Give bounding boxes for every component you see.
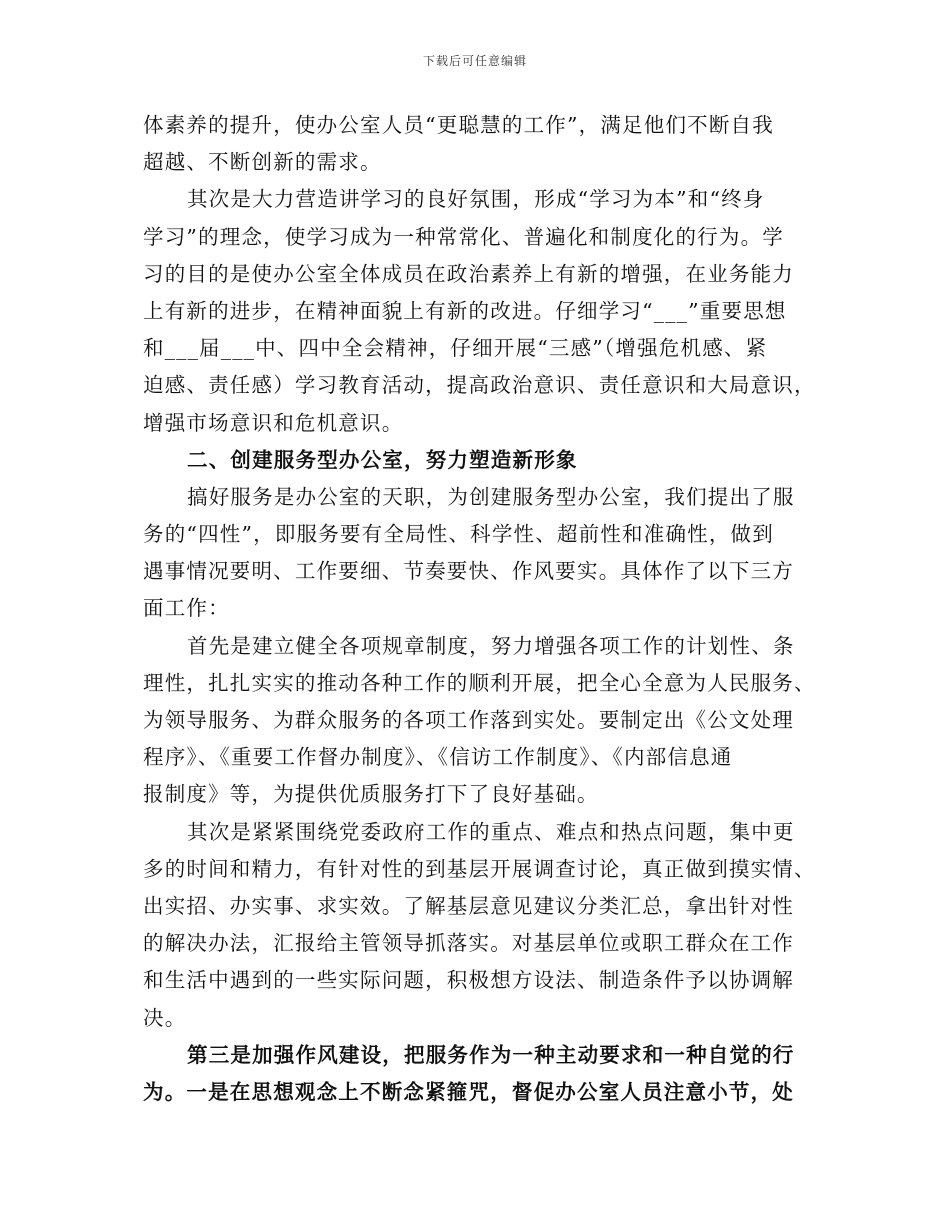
text-line: 搞好服务是办公室的天职，为创建服务型办公室，我们提出了服 <box>187 484 795 509</box>
text-line: 的解决办法，汇报给主管领导抓落实。对基层单位或职工群众在工作 <box>143 931 794 956</box>
document-body <box>143 107 816 1111</box>
text-line: 首先是建立健全各项规章制度，努力增强各项工作的计划性、条 <box>187 633 795 658</box>
text-line: 务的“四性”，即服务要有全局性、科学性、超前性和准确性，做到 <box>143 522 774 547</box>
page-header: 下载后可任意编辑 <box>422 54 527 68</box>
text-line: 多的时间和精力，有针对性的到基层开展调查讨论，真正做到摸实情、 <box>143 856 816 881</box>
text-line: 迫感、责任感）学习教育活动，提高政治意识、责任意识和大局意识， <box>143 373 816 398</box>
text-line: 其次是紧紧围绕党委政府工作的重点、难点和热点问题，集中更 <box>187 819 795 844</box>
text-line: 为领导服务、为群众服务的各项工作落到实处。要制定出《公文处理 <box>143 708 794 732</box>
text-line: 面工作： <box>143 596 230 621</box>
text-line: 其次是大力营造讲学习的良好氛围，形成“学习为本”和“终身 <box>187 187 765 212</box>
text-line: 学习”的理念，使学习成为一种常常化、普遍化和制度化的行为。学 <box>143 224 784 249</box>
text-line: 习的目的是使办公室全体成员在政治素养上有新的增强，在业务能力 <box>143 261 794 286</box>
text-line: 增强市场意识和危机意识。 <box>143 410 404 435</box>
text-line: 体素养的提升，使办公室人员“更聪慧的工作”，满足他们不断自我 <box>143 113 774 137</box>
text-line: 超越、不断创新的需求。 <box>143 150 382 175</box>
text-line: 理性，扎扎实实的推动各种工作的顺利开展，把全心全意为人民服务、 <box>143 670 816 695</box>
text-line: 上有新的进步，在精神面貌上有新的改进。仔细学习“___”重要思想 <box>143 298 787 323</box>
text-line: 和生活中遇到的一些实际问题，积极想方设法、制造条件予以协调解 <box>143 968 794 993</box>
text-line: 第三是加强作风建设，把服务作为一种主动要求和一种自觉的行 <box>187 1042 795 1067</box>
text-line: 出实招、办实事、求实效。了解基层意见建议分类汇总，拿出针对性 <box>143 893 794 918</box>
text-line: 遇事情况要明、工作要细、节奏要快、作风要实。具体作了以下三方 <box>143 559 794 584</box>
text-line: 决。 <box>143 1005 187 1030</box>
text-line: 报制度》等，为提供优质服务打下了良好基础。 <box>143 782 599 807</box>
text-line: 程序》、《重要工作督办制度》、《信访工作制度》、《内部信息通 <box>143 745 733 770</box>
section-heading: 二、创建服务型办公室，努力塑造新形象 <box>187 447 578 472</box>
text-line: 为。一是在思想观念上不断念紧箍咒，督促办公室人员注意小节，处 <box>143 1079 794 1104</box>
text-line: 和___届___中、四中全会精神，仔细开展“三感”（增强危机感、紧 <box>143 336 768 361</box>
